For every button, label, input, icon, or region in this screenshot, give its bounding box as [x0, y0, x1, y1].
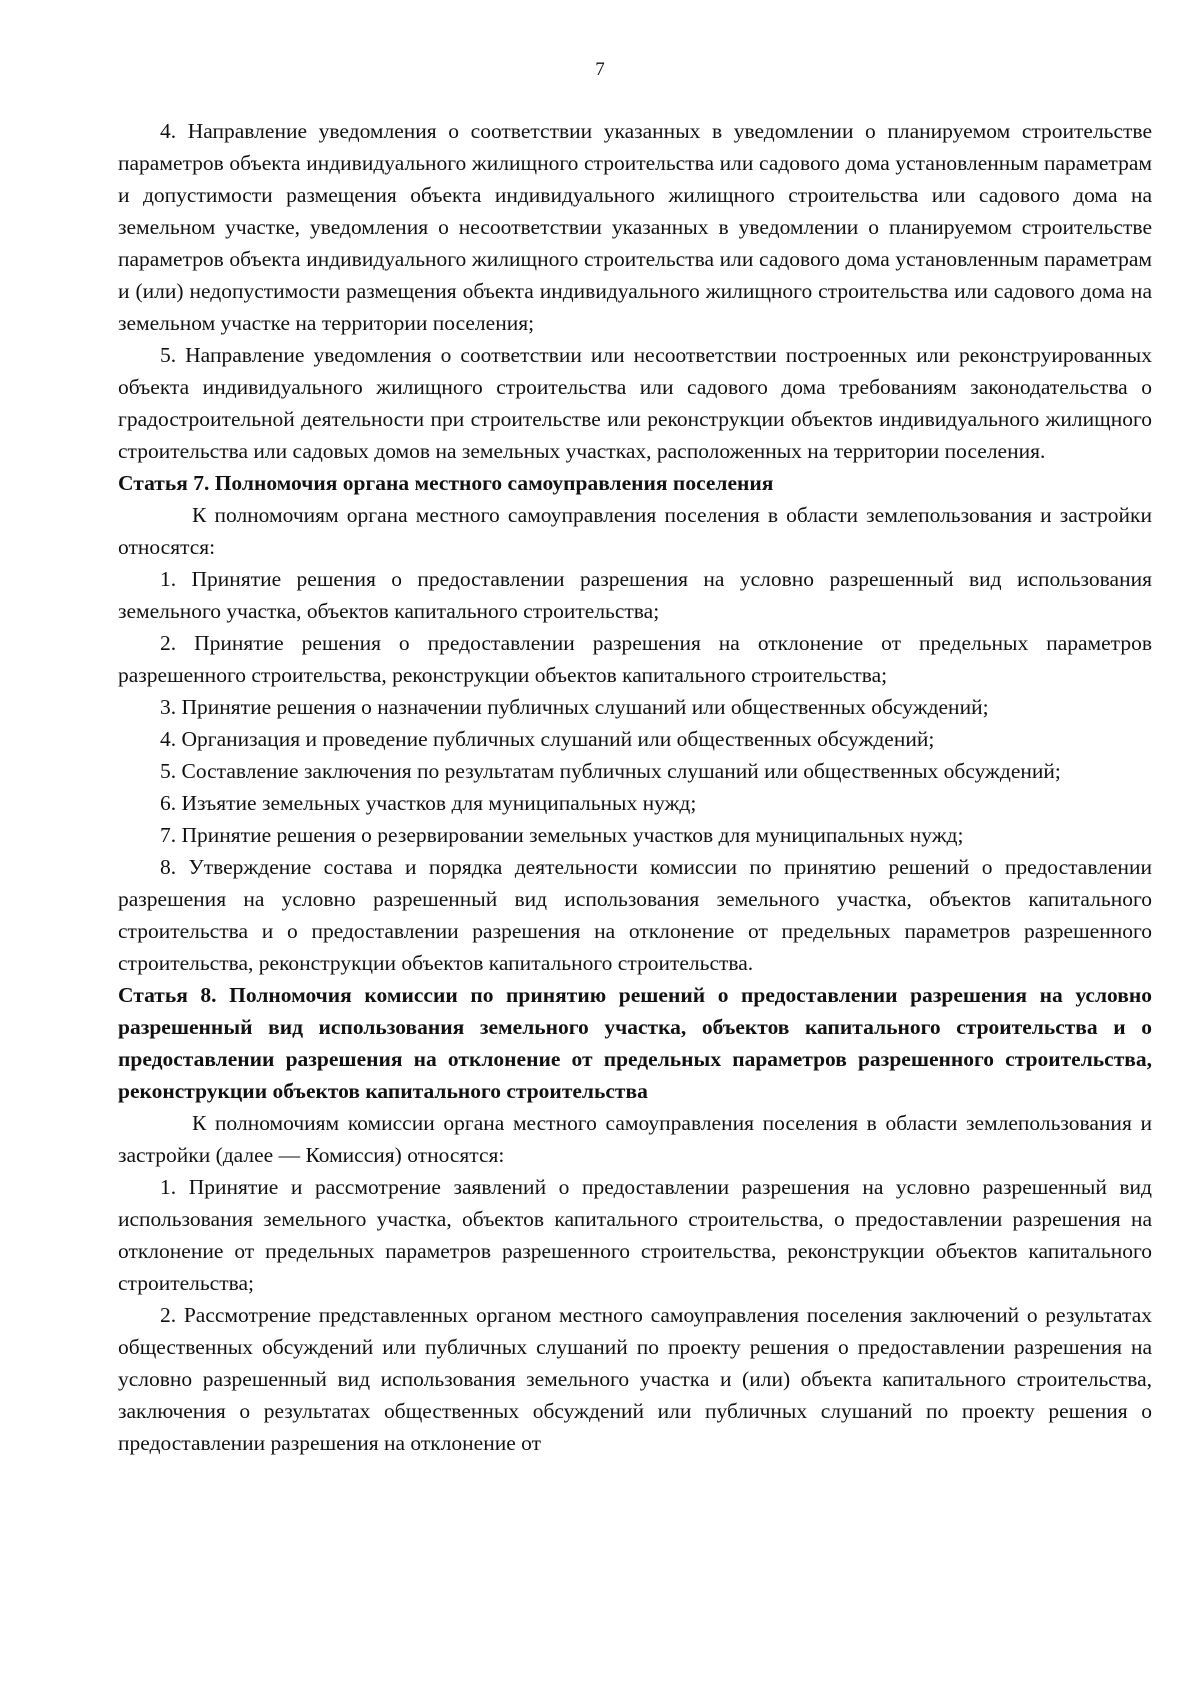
document-body: [118, 115, 1152, 1459]
article-7-item-1: 1. Принятие решения о предоставлении разрешения на условно разрешенный вид использования земельного участка, объектов капитального строительства;: [118, 567, 1152, 623]
article-7-intro: К полномочиям органа местного самоуправления поселения в области землепользования и застройки относятся:: [118, 503, 1152, 559]
paragraph-item-4: 4. Направление уведомления о соответствии указанных в уведомлении о планируемом строительстве параметров объекта индивидуального жилищного строительства или садового дома установленным параметрам и допустимости размещения объекта индивидуального жилищного строительства или садового дома на земельном участке, уведомления о несоответствии указанных в уведомлении о планируемом строительстве параметров объекта индивидуального жилищного строительства или садового дома установленным параметрам и (или) недопустимости размещения объекта индивидуального жилищного строительства или садового дома на земельном участке на территории поселения;: [118, 119, 1152, 335]
article-7-item-4: 4. Организация и проведение публичных слушаний или общественных обсуждений;: [160, 727, 935, 751]
article-7-item-3: 3. Принятие решения о назначении публичных слушаний или общественных обсуждений;: [160, 695, 989, 719]
article-8-intro: К полномочиям комиссии органа местного самоуправления поселения в области землепользования и застройки (далее — Комиссия) относятся:: [118, 1111, 1152, 1167]
page-number: 7: [595, 59, 605, 80]
article-7-item-7: 7. Принятие решения о резервировании земельных участков для муниципальных нужд;: [160, 823, 964, 847]
paragraph-item-5: 5. Направление уведомления о соответствии или несоответствии построенных или реконструированных объекта индивидуального жилищного строительства или садового дома требованиям законодательства о градостроительной деятельности при строительстве или реконструкции объектов индивидуального жилищного строительства или садовых домов на земельных участках, расположенных на территории поселения.: [118, 343, 1152, 463]
article-7-item-2: 2. Принятие решения о предоставлении разрешения на отклонение от предельных параметров разрешенного строительства, реконструкции объектов капитального строительства;: [118, 631, 1152, 687]
article-7-item-6: 6. Изъятие земельных участков для муниципальных нужд;: [160, 791, 697, 815]
article-7-item-8: 8. Утверждение состава и порядка деятельности комиссии по принятию решений о предоставлении разрешения на условно разрешенный вид использования земельного участка, объектов капитального строительства и о предоставлении разрешения на отклонение от предельных параметров разрешенного строительства, реконструкции объектов капитального строительства.: [118, 855, 1152, 975]
article-8-heading: Статья 8. Полномочия комиссии по принятию решений о предоставлении разрешения на условно разрешенный вид использования земельного участка, объектов капитального строительства и о предоставлении разрешения на отклонение от предельных параметров разрешенного строительства, реконструкции объектов капитального строительства: [118, 983, 1152, 1103]
article-7-item-5: 5. Составление заключения по результатам публичных слушаний или общественных обсуждений;: [160, 759, 1061, 783]
article-8-item-2: 2. Рассмотрение представленных органом местного самоуправления поселения заключений о результатах общественных обсуждений или публичных слушаний по проекту решения о предоставлении разрешения на условно разрешенный вид использования земельного участка и (или) объекта капитального строительства, заключения о результатах общественных обсуждений или публичных слушаний по проекту решения о предоставлении разрешения на отклонение от: [118, 1303, 1152, 1455]
article-7-heading: Статья 7. Полномочия органа местного самоуправления поселения: [118, 471, 774, 495]
article-8-item-1: 1. Принятие и рассмотрение заявлений о предоставлении разрешения на условно разрешенный вид использования земельного участка, объектов капитального строительства, о предоставлении разрешения на отклонение от предельных параметров разрешенного строительства, реконструкции объектов капитального строительства;: [118, 1175, 1152, 1295]
